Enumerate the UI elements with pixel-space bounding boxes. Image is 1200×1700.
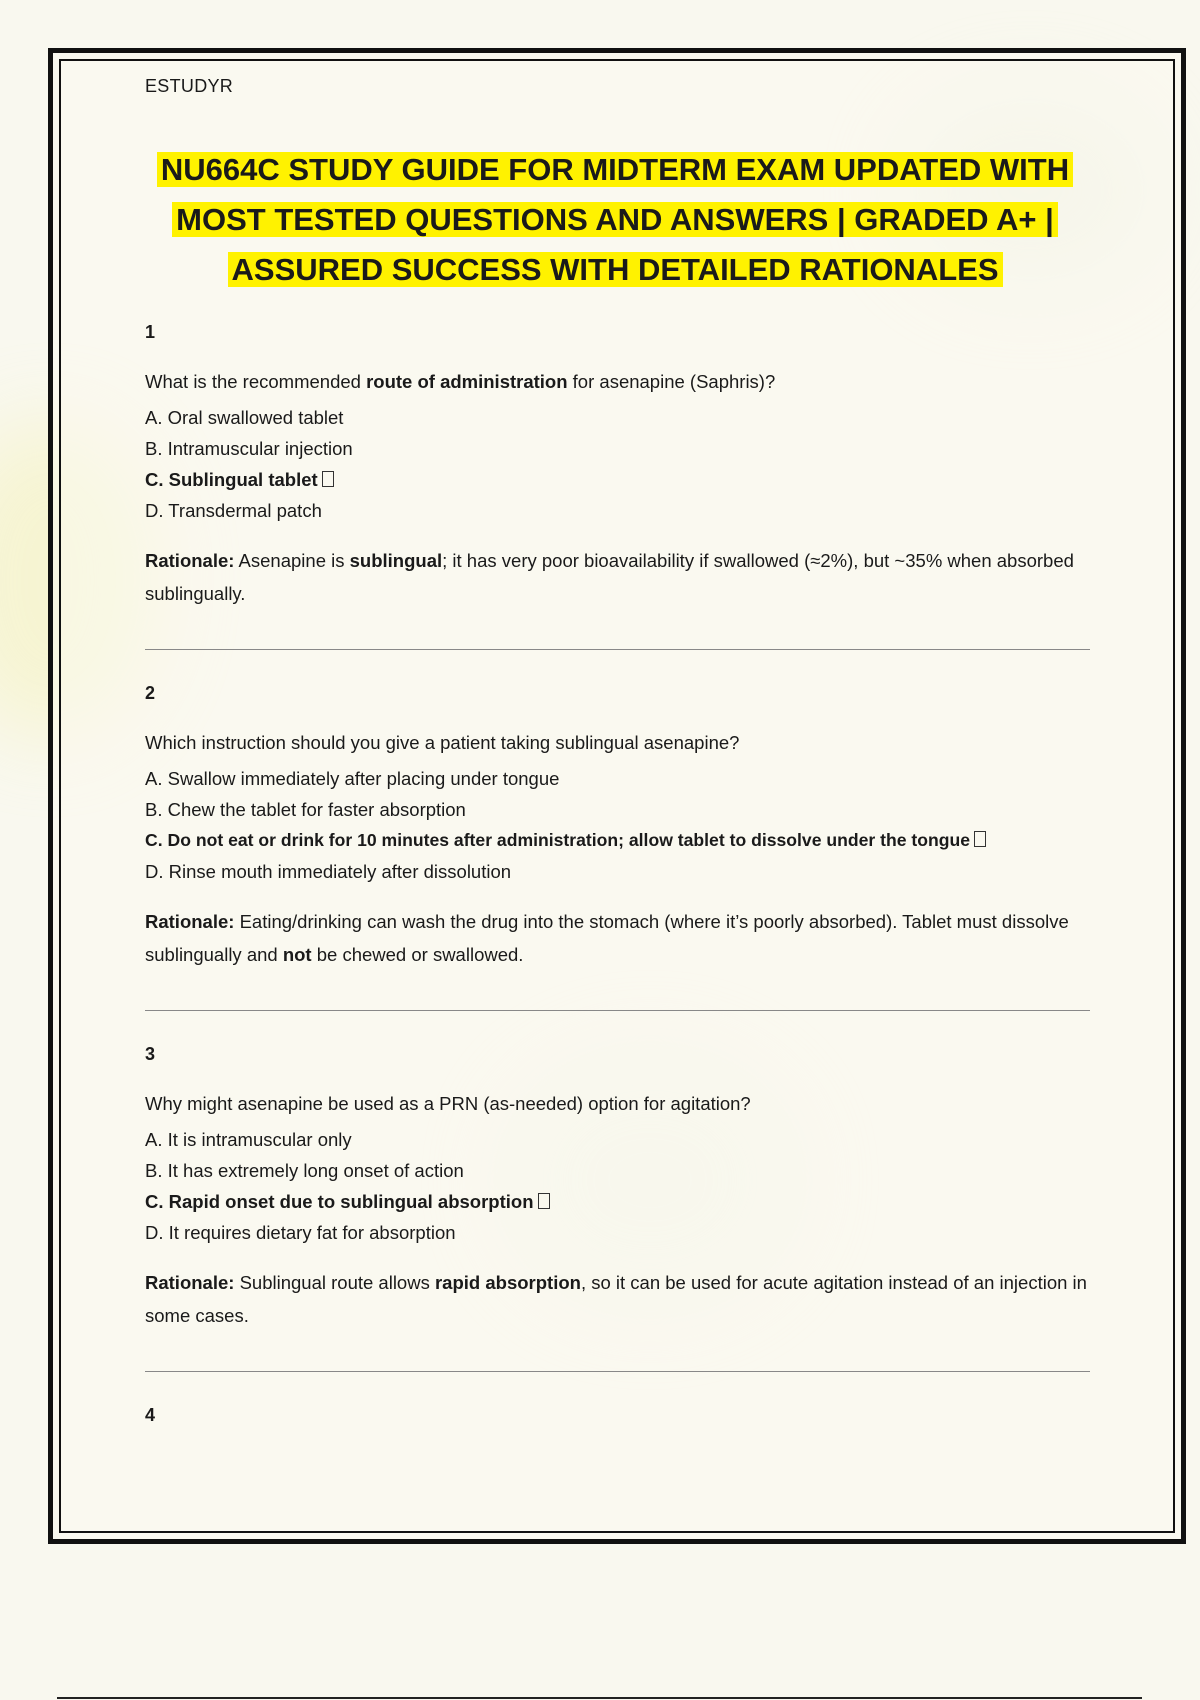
question-text: What is the recommended route of administration for asenapine (Saphris)? [145,371,776,392]
question-text: Why might asenapine be used as a PRN (as-needed) option for agitation? [145,1093,751,1114]
title-line-2: MOST TESTED QUESTIONS AND ANSWERS | GRADED A+ | [172,202,1058,237]
answer-option: D. It requires dietary fat for absorption [145,1222,456,1243]
answer-option: B. It has extremely long onset of action [145,1160,464,1181]
brand-label: ESTUDYR [145,76,234,96]
question-text: Which instruction should you give a patient taking sublingual asenapine? [145,732,740,753]
correct-answer-option: C. Sublingual tablet [145,464,1090,495]
section-divider [145,1010,1090,1011]
question-number: 2 [145,683,156,703]
question-block [145,1090,1090,1332]
answer-option: D. Rinse mouth immediately after dissolution [145,861,512,882]
section-divider [145,649,1090,650]
title-line-3: ASSURED SUCCESS WITH DETAILED RATIONALES [228,252,1003,287]
answer-option: A. Oral swallowed tablet [145,407,344,428]
answer-option: D. Transdermal patch [145,500,322,521]
check-icon [538,1193,550,1209]
correct-answer-option: C. Rapid onset due to sublingual absorption [145,1186,1090,1217]
answer-option: A. Swallow immediately after placing under tongue [145,768,560,789]
correct-answer-option: C. Do not eat or drink for 10 minutes after administration; allow tablet to dissolve under the tongue [145,825,1090,856]
check-icon [974,831,986,847]
rationale: Rationale: Sublingual route allows rapid absorption, so it can be used for acute agitation instead of an injection in some cases. [145,1272,1087,1326]
check-icon [322,471,334,487]
rationale: Rationale: Eating/drinking can wash the drug into the stomach (where it’s poorly absorbed). Tablet must dissolve sublingually and not be chewed or swallowed. [145,911,1069,965]
section-divider [145,1371,1090,1372]
question-number: 1 [145,322,156,342]
question-number: 4 [145,1405,156,1425]
question-block [145,368,1090,610]
document-title [110,145,1120,295]
question-block [145,729,1090,971]
question-number: 3 [145,1044,156,1064]
answer-option: A. It is intramuscular only [145,1129,352,1150]
footer-rule [57,1697,1142,1699]
rationale: Rationale: Asenapine is sublingual; it has very poor bioavailability if swallowed (≈2%), but ~35% when absorbed sublingually. [145,550,1074,604]
answer-option: B. Chew the tablet for faster absorption [145,799,466,820]
answer-option: B. Intramuscular injection [145,438,353,459]
title-line-1: NU664C STUDY GUIDE FOR MIDTERM EXAM UPDATED WITH [157,152,1073,187]
